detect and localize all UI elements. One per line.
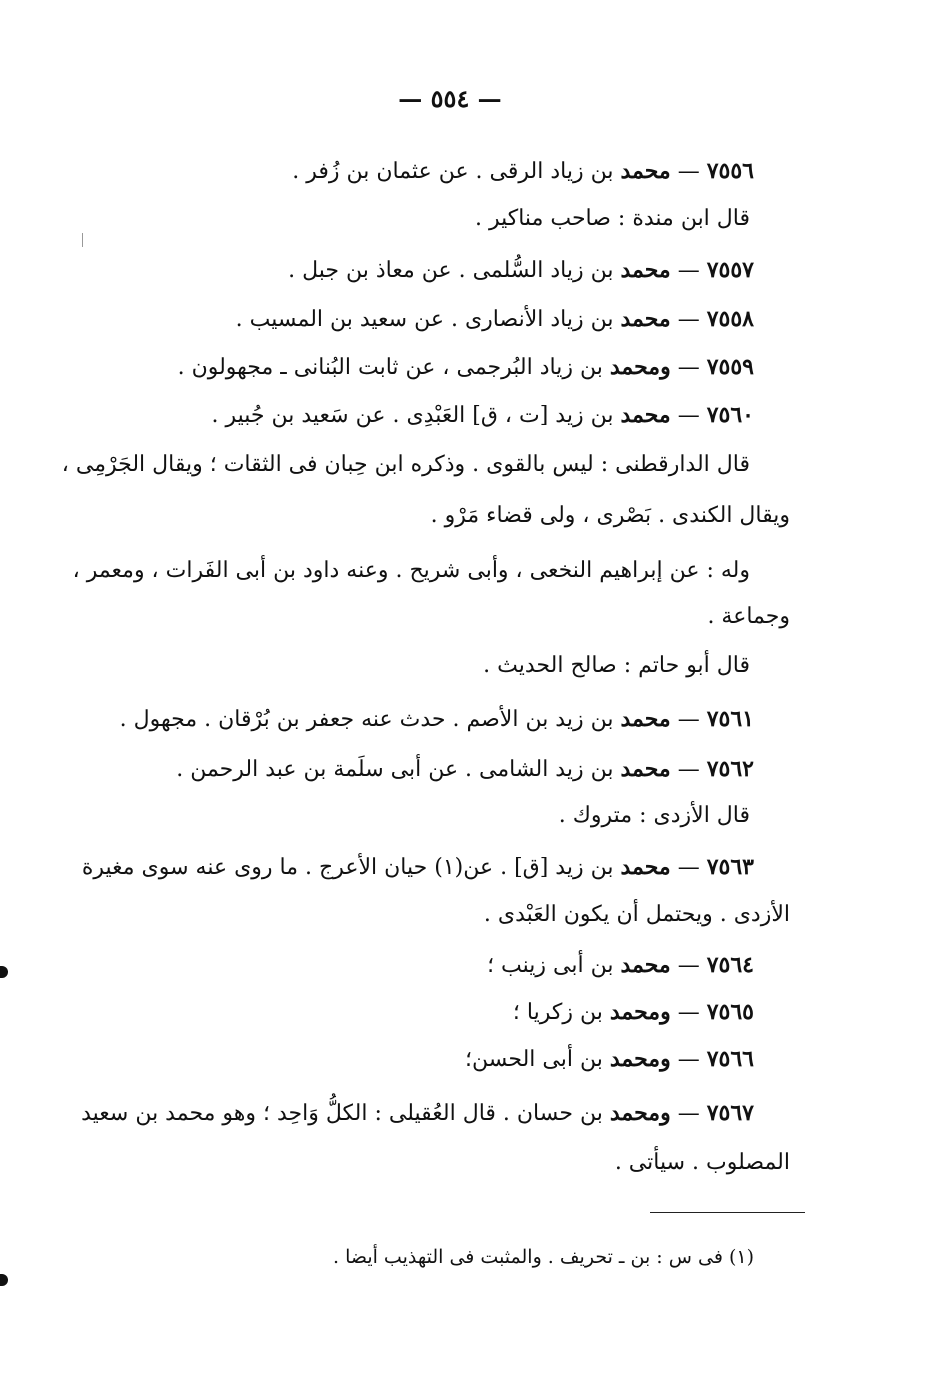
entry-name: محمد [620, 854, 671, 880]
commentary-line [484, 900, 790, 930]
footnote: (١) فى س : بن ـ تحريف . والمثبت فى التهذيب أيضا . [332, 1246, 754, 1268]
entry-number: ٧٥٥٨ [706, 306, 754, 332]
entry-name: محمد [620, 756, 671, 782]
entry-line: ٧٥٥٩ — ومحمد بن زياد البُرجمى ، عن ثابت البُنانى ـ مجهولون . [177, 354, 754, 380]
entry-name: ومحمد [609, 1100, 671, 1126]
commentary-line [707, 602, 790, 632]
entry-text: بن زيد الشامى . عن أبى سلَمة بن عبد الرحمن . [176, 757, 614, 782]
entry-number: ٧٥٦٢ [706, 756, 754, 782]
entry-number: ٧٥٦٥ [706, 999, 754, 1025]
entry-text: بن أبى زينب ؛ [487, 953, 614, 978]
commentary-text: المصلوب . سيأتى . [614, 1150, 790, 1175]
entry-number: ٧٥٦٣ [706, 854, 754, 880]
entry-line: ٧٥٥٦ — محمد بن زياد الرقى . عن عثمان بن زُفر . [292, 158, 754, 184]
entry-name: محمد [620, 952, 671, 978]
tick-mark [82, 233, 83, 247]
entry-name: محمد [620, 257, 671, 283]
commentary-line [483, 651, 750, 681]
entry-number: ٧٥٥٩ [706, 354, 754, 380]
entry-number: ٧٥٦٠ [706, 402, 754, 428]
commentary-line [431, 501, 790, 531]
page-number: — ٥٥٤ — [398, 84, 502, 113]
commentary-text: الأزدى . ويحتمل أن يكون العَبْدى . [483, 902, 790, 927]
entry-name: ومحمد [609, 354, 671, 380]
entry-text: بن زيد [ت ، ق] العَبْدِى . عن سَعيد بن جُبير . [211, 403, 614, 428]
entry-name: محمد [620, 402, 671, 428]
entry-line: ٧٥٦٣ — محمد بن زيد [ق] . عن(١) حيان الأعرج . ما روى عنه سوى مغيرة [81, 854, 754, 880]
entry-text: بن زكريا ؛ [512, 1000, 603, 1025]
footnote-divider [650, 1212, 805, 1213]
entry-text: بن زياد البُرجمى ، عن ثابت البُنانى ـ مجهولون . [177, 355, 603, 380]
entry-line: ٧٥٦٧ — ومحمد بن حسان . قال العُقيلى : الكلُّ وَاحِد ؛ وهو محمد بن سعيد [81, 1100, 754, 1126]
entry-line: ٧٥٦٠ — محمد بن زيد [ت ، ق] العَبْدِى . عن سَعيد بن جُبير . [211, 402, 754, 428]
entry-line: ٧٥٦٢ — محمد بن زيد الشامى . عن أبى سلَمة بن عبد الرحمن . [176, 756, 754, 782]
entry-text: بن زيد [ق] . عن(١) حيان الأعرج . ما روى عنه سوى مغيرة [81, 855, 614, 880]
entry-text: بن زياد الرقى . عن عثمان بن زُفر . [292, 159, 614, 184]
entry-name: ومحمد [609, 999, 671, 1025]
commentary-text: قال الدارقطنى : ليس بالقوى . وذكره ابن حِبان فى الثقات ؛ ويقال الجَرْمِى ، [61, 452, 750, 477]
entry-text: بن زياد السُّلمى . عن معاذ بن جبل . [288, 258, 614, 283]
scan-mark [0, 966, 8, 978]
commentary-text: قال الأزدى : متروك . [558, 803, 750, 828]
commentary-text: وجماعة . [707, 604, 790, 629]
commentary-line [73, 556, 750, 586]
commentary-text: قال ابن مندة : صاحب مناكير . [474, 206, 750, 231]
entry-name: ومحمد [609, 1046, 671, 1072]
entry-number: ٧٥٦٧ [706, 1100, 754, 1126]
scan-mark [0, 1274, 8, 1286]
entry-number: ٧٥٥٦ [706, 158, 754, 184]
entry-line: ٧٥٦٤ — محمد بن أبى زينب ؛ [487, 952, 754, 978]
entry-line: ٧٥٦٥ — ومحمد بن زكريا ؛ [512, 999, 754, 1025]
commentary-text: قال أبو حاتم : صالح الحديث . [483, 653, 750, 678]
entry-text: بن زياد الأنصارى . عن سعيد بن المسيب . [235, 307, 614, 332]
commentary-line [62, 450, 750, 480]
entry-line: ٧٥٥٧ — محمد بن زياد السُّلمى . عن معاذ بن جبل . [288, 257, 754, 283]
entry-name: محمد [620, 306, 671, 332]
entry-text: بن أبى الحسن؛ [465, 1047, 603, 1072]
entry-number: ٧٥٦٦ [706, 1046, 754, 1072]
commentary-line [615, 1148, 790, 1178]
entry-line: ٧٥٦٦ — ومحمد بن أبى الحسن؛ [465, 1046, 754, 1072]
commentary-line [475, 204, 750, 234]
entry-number: ٧٥٥٧ [706, 257, 754, 283]
entry-line: ٧٥٥٨ — محمد بن زياد الأنصارى . عن سعيد بن المسيب . [235, 306, 754, 332]
entry-name: محمد [620, 706, 671, 732]
commentary-text: ويقال الكندى . بَصْرى ، ولى قضاء مَرْو . [430, 503, 790, 528]
entry-text: بن زيد بن الأصم . حدث عنه جعفر بن بُرْقان . مجهول . [119, 707, 614, 732]
entry-text: بن حسان . قال العُقيلى : الكلُّ وَاحِد ؛ وهو محمد بن سعيد [81, 1101, 603, 1126]
entry-name: محمد [620, 158, 671, 184]
entry-number: ٧٥٦١ [706, 706, 754, 732]
commentary-line [559, 801, 750, 831]
entry-number: ٧٥٦٤ [706, 952, 754, 978]
commentary-text: وله : عن إبراهيم النخعى ، وأبى شريح . وعنه داود بن أبى الفَرات ، ومعمر ، [72, 558, 750, 583]
entry-line: ٧٥٦١ — محمد بن زيد بن الأصم . حدث عنه جعفر بن بُرْقان . مجهول . [119, 706, 754, 732]
